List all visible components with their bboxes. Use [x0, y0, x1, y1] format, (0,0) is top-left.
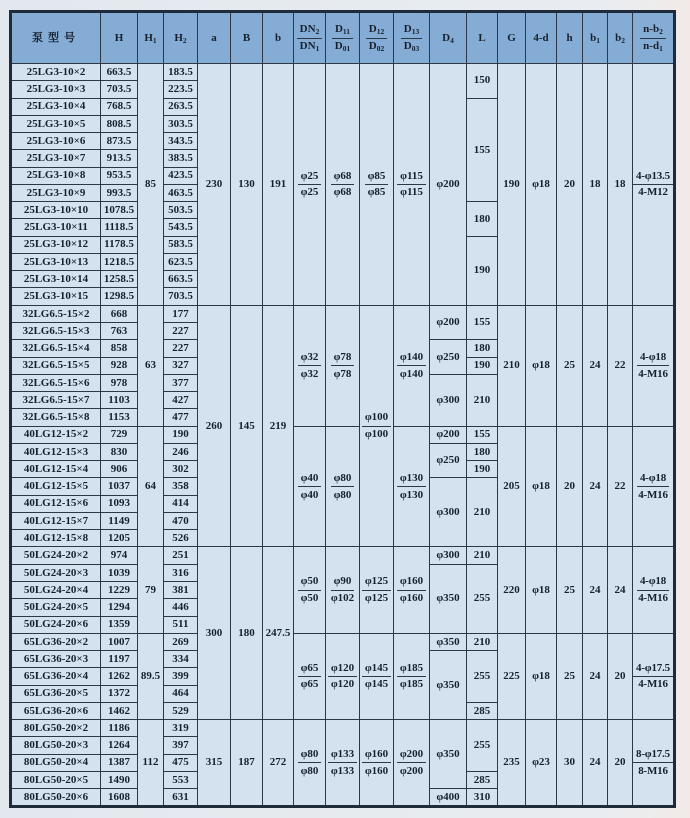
cell-model: 80LG50-20×3	[11, 737, 101, 754]
cell-H: 663.5	[101, 64, 138, 81]
cell-n: $\frac{4-\varphi 18}{4-M16}$	[633, 547, 675, 633]
cell-G: 210	[498, 305, 526, 426]
cell-model: 80LG50-20×2	[11, 720, 101, 737]
cell-D4: φ250	[430, 340, 467, 375]
cell-L: 180	[467, 340, 498, 357]
header-cell-DN: $\frac{DN_2}{DN_1}$	[294, 12, 326, 64]
cell-H: 1262	[101, 668, 138, 685]
cell-model: 32LG6.5-15×4	[11, 340, 101, 357]
header-cell-D11: $\frac{D_{11}}{D_{01}}$	[326, 12, 360, 64]
cell-H2: 183.5	[164, 64, 198, 81]
cell-H: 1294	[101, 599, 138, 616]
cell-model: 32LG6.5-15×5	[11, 357, 101, 374]
cell-B: 130	[231, 64, 263, 306]
cell-H2: 399	[164, 668, 198, 685]
cell-model: 32LG6.5-15×7	[11, 392, 101, 409]
cell-G: 205	[498, 426, 526, 547]
cell-L: 255	[467, 651, 498, 703]
cell-model: 80LG50-20×4	[11, 754, 101, 771]
header-row	[11, 12, 675, 64]
cell-model: 25LG3-10×8	[11, 167, 101, 184]
cell-D13: $\frac{\varphi 185}{\varphi 185}$	[394, 633, 430, 719]
cell-n: $\frac{4-\varphi 17.5}{4-M16}$	[633, 633, 675, 719]
cell-b: 191	[263, 64, 294, 306]
cell-D13: $\frac{\varphi 115}{\varphi 115}$	[394, 64, 430, 306]
cell-H: 703.5	[101, 81, 138, 98]
header-cell-L: L	[467, 12, 498, 64]
cell-H2: 511	[164, 616, 198, 633]
cell-H: 1608	[101, 789, 138, 807]
cell-b1: 24	[583, 720, 608, 807]
header-cell-model: 泵型号	[11, 12, 101, 64]
table-row	[11, 64, 675, 81]
cell-G: 220	[498, 547, 526, 633]
cell-H2: 553	[164, 771, 198, 788]
table-header	[11, 12, 675, 64]
cell-H2: 381	[164, 581, 198, 598]
table-row	[11, 720, 675, 737]
table-row	[11, 547, 675, 564]
cell-H2: 703.5	[164, 288, 198, 305]
cell-H1: 89.5	[138, 633, 164, 719]
cell-H2: 583.5	[164, 236, 198, 253]
cell-model: 25LG3-10×12	[11, 236, 101, 253]
cell-H1: 112	[138, 720, 164, 807]
cell-L: 155	[467, 98, 498, 202]
cell-H2: 269	[164, 633, 198, 650]
header-cell-a: a	[198, 12, 231, 64]
cell-L: 310	[467, 789, 498, 807]
cell-model: 32LG6.5-15×8	[11, 409, 101, 426]
cell-D4: φ300	[430, 547, 467, 564]
cell-L: 155	[467, 305, 498, 340]
cell-D4: φ350	[430, 651, 467, 720]
cell-H2: 470	[164, 512, 198, 529]
cell-model: 40LG12-15×2	[11, 426, 101, 443]
cell-b1: 24	[583, 305, 608, 426]
cell-H2: 397	[164, 737, 198, 754]
cell-L: 285	[467, 771, 498, 788]
cell-H2: 319	[164, 720, 198, 737]
cell-H2: 358	[164, 478, 198, 495]
cell-b: 272	[263, 720, 294, 807]
cell-D13: $\frac{\varphi 200}{\varphi 200}$	[394, 720, 430, 807]
cell-model: 65LG36-20×4	[11, 668, 101, 685]
cell-D13: $\frac{\varphi 130}{\varphi 130}$	[394, 426, 430, 547]
cell-H: 1372	[101, 685, 138, 702]
cell-model: 40LG12-15×7	[11, 512, 101, 529]
cell-b2: 20	[608, 720, 633, 807]
cell-b2: 20	[608, 633, 633, 719]
header-cell-H1: $H_1$	[138, 12, 164, 64]
cell-L: 180	[467, 202, 498, 237]
cell-model: 65LG36-20×2	[11, 633, 101, 650]
cell-H2: 414	[164, 495, 198, 512]
cell-H: 1103	[101, 392, 138, 409]
cell-H: 830	[101, 443, 138, 460]
cell-model: 65LG36-20×6	[11, 702, 101, 719]
cell-L: 180	[467, 443, 498, 460]
cell-DN: $\frac{\varphi 40}{\varphi 40}$	[294, 426, 326, 547]
cell-H2: 623.5	[164, 253, 198, 270]
cell-H2: 377	[164, 374, 198, 391]
cell-a: 300	[198, 547, 231, 720]
cell-DN: $\frac{\varphi 80}{\varphi 80}$	[294, 720, 326, 807]
cell-H: 1298.5	[101, 288, 138, 305]
cell-H: 1264	[101, 737, 138, 754]
cell-b1: 24	[583, 633, 608, 719]
cell-B: 145	[231, 305, 263, 547]
cell-H1: 79	[138, 547, 164, 633]
cell-H: 1359	[101, 616, 138, 633]
table-row	[11, 633, 675, 650]
header-cell-D13: $\frac{D_{13}}{D_{03}}$	[394, 12, 430, 64]
cell-model: 40LG12-15×4	[11, 461, 101, 478]
cell-DN: $\frac{\varphi 65}{\varphi 65}$	[294, 633, 326, 719]
cell-H: 1039	[101, 564, 138, 581]
cell-D13: $\frac{\varphi 140}{\varphi 140}$	[394, 305, 430, 426]
cell-L: 210	[467, 547, 498, 564]
cell-H1: 63	[138, 305, 164, 426]
cell-D12: $\frac{\varphi 160}{\varphi 160}$	[360, 720, 394, 807]
header-cell-H2: $H_2$	[164, 12, 198, 64]
cell-d4: φ18	[526, 547, 557, 633]
cell-H: 1118.5	[101, 219, 138, 236]
cell-D4: φ350	[430, 633, 467, 650]
cell-H2: 316	[164, 564, 198, 581]
cell-model: 50LG24-20×2	[11, 547, 101, 564]
cell-L: 210	[467, 374, 498, 426]
cell-model: 25LG3-10×6	[11, 133, 101, 150]
header-cell-G: G	[498, 12, 526, 64]
cell-b: 219	[263, 305, 294, 547]
cell-d4: φ18	[526, 426, 557, 547]
cell-model: 32LG6.5-15×3	[11, 322, 101, 339]
cell-model: 40LG12-15×5	[11, 478, 101, 495]
cell-n: $\frac{8-\varphi 17.5}{8-M16}$	[633, 720, 675, 807]
cell-H2: 543.5	[164, 219, 198, 236]
cell-H: 1178.5	[101, 236, 138, 253]
cell-H: 1149	[101, 512, 138, 529]
cell-H: 1153	[101, 409, 138, 426]
cell-a: 315	[198, 720, 231, 807]
cell-D11: $\frac{\varphi 78}{\varphi 78}$	[326, 305, 360, 426]
cell-D12: $\frac{\varphi 85}{\varphi 85}$	[360, 64, 394, 306]
cell-h: 30	[557, 720, 583, 807]
cell-model: 65LG36-20×5	[11, 685, 101, 702]
cell-G: 235	[498, 720, 526, 807]
cell-H: 1093	[101, 495, 138, 512]
pump-spec-table	[9, 10, 676, 808]
cell-D4: φ250	[430, 443, 467, 478]
cell-model: 25LG3-10×9	[11, 184, 101, 201]
cell-H: 1258.5	[101, 271, 138, 288]
cell-H: 1229	[101, 581, 138, 598]
cell-n: $\frac{4-\varphi 18}{4-M16}$	[633, 305, 675, 426]
cell-h: 25	[557, 305, 583, 426]
cell-H2: 302	[164, 461, 198, 478]
header-cell-B: B	[231, 12, 263, 64]
cell-H: 953.5	[101, 167, 138, 184]
cell-H2: 177	[164, 305, 198, 322]
cell-D4: φ300	[430, 374, 467, 426]
cell-n: $\frac{4-\varphi 18}{4-M16}$	[633, 426, 675, 547]
cell-H2: 303.5	[164, 115, 198, 132]
cell-D4: φ350	[430, 720, 467, 789]
cell-H2: 263.5	[164, 98, 198, 115]
cell-model: 25LG3-10×14	[11, 271, 101, 288]
cell-model: 40LG12-15×3	[11, 443, 101, 460]
cell-DN: $\frac{\varphi 25}{\varphi 25}$	[294, 64, 326, 306]
cell-H: 763	[101, 322, 138, 339]
table-row	[11, 305, 675, 322]
cell-a: 230	[198, 64, 231, 306]
cell-d4: φ18	[526, 633, 557, 719]
cell-model: 50LG24-20×6	[11, 616, 101, 633]
cell-H2: 446	[164, 599, 198, 616]
cell-H: 1197	[101, 651, 138, 668]
cell-h: 20	[557, 426, 583, 547]
cell-D11: $\frac{\varphi 133}{\varphi 133}$	[326, 720, 360, 807]
cell-L: 210	[467, 633, 498, 650]
cell-D4: φ200	[430, 305, 467, 340]
cell-H: 1205	[101, 530, 138, 547]
cell-H: 974	[101, 547, 138, 564]
cell-L: 210	[467, 478, 498, 547]
header-cell-h: h	[557, 12, 583, 64]
cell-model: 25LG3-10×11	[11, 219, 101, 236]
cell-d4: φ23	[526, 720, 557, 807]
cell-H1: 85	[138, 64, 164, 306]
cell-H: 808.5	[101, 115, 138, 132]
cell-H: 1078.5	[101, 202, 138, 219]
cell-b1: 18	[583, 64, 608, 306]
header-cell-H: H	[101, 12, 138, 64]
cell-H2: 427	[164, 392, 198, 409]
cell-model: 80LG50-20×5	[11, 771, 101, 788]
cell-L: 190	[467, 461, 498, 478]
cell-H2: 251	[164, 547, 198, 564]
cell-B: 187	[231, 720, 263, 807]
cell-h: 20	[557, 64, 583, 306]
cell-L: 255	[467, 564, 498, 633]
table-row	[11, 426, 675, 443]
cell-D13: $\frac{\varphi 160}{\varphi 160}$	[394, 547, 430, 633]
cell-model: 32LG6.5-15×2	[11, 305, 101, 322]
header-cell-D4: $D_4$	[430, 12, 467, 64]
header-cell-b1: $b_1$	[583, 12, 608, 64]
cell-b1: 24	[583, 426, 608, 547]
cell-L: 150	[467, 64, 498, 99]
cell-D11: $\frac{\varphi 90}{\varphi 102}$	[326, 547, 360, 633]
cell-H2: 477	[164, 409, 198, 426]
cell-L: 190	[467, 357, 498, 374]
cell-b: 247.5	[263, 547, 294, 720]
cell-n: $\frac{4-\varphi 13.5}{4-M12}$	[633, 64, 675, 306]
cell-b2: 22	[608, 426, 633, 547]
cell-D4: φ200	[430, 64, 467, 306]
cell-D12: $\frac{\varphi 125}{\varphi 125}$	[360, 547, 394, 633]
cell-D11: $\frac{\varphi 68}{\varphi 68}$	[326, 64, 360, 306]
cell-H2: 327	[164, 357, 198, 374]
cell-H: 1462	[101, 702, 138, 719]
cell-D4: φ200	[430, 426, 467, 443]
cell-G: 225	[498, 633, 526, 719]
cell-model: 25LG3-10×3	[11, 81, 101, 98]
cell-H2: 503.5	[164, 202, 198, 219]
cell-H2: 631	[164, 789, 198, 807]
cell-DN: $\frac{\varphi 32}{\varphi 32}$	[294, 305, 326, 426]
cell-H2: 383.5	[164, 150, 198, 167]
cell-model: 25LG3-10×5	[11, 115, 101, 132]
cell-model: 25LG3-10×2	[11, 64, 101, 81]
cell-model: 25LG3-10×10	[11, 202, 101, 219]
cell-model: 50LG24-20×3	[11, 564, 101, 581]
cell-H2: 190	[164, 426, 198, 443]
cell-D12: $\frac{\varphi 145}{\varphi 145}$	[360, 633, 394, 719]
cell-h: 25	[557, 633, 583, 719]
header-cell-d4: 4-d	[526, 12, 557, 64]
cell-H1: 64	[138, 426, 164, 547]
cell-model: 25LG3-10×7	[11, 150, 101, 167]
cell-D4: φ300	[430, 478, 467, 547]
cell-H: 1387	[101, 754, 138, 771]
cell-H2: 246	[164, 443, 198, 460]
cell-H2: 223.5	[164, 81, 198, 98]
cell-DN: $\frac{\varphi 50}{\varphi 50}$	[294, 547, 326, 633]
cell-D11: $\frac{\varphi 80}{\varphi 80}$	[326, 426, 360, 547]
cell-H: 768.5	[101, 98, 138, 115]
cell-d4: φ18	[526, 305, 557, 426]
cell-D4: φ400	[430, 789, 467, 807]
cell-model: 32LG6.5-15×6	[11, 374, 101, 391]
cell-b2: 18	[608, 64, 633, 306]
cell-H: 1037	[101, 478, 138, 495]
cell-H2: 529	[164, 702, 198, 719]
cell-H2: 334	[164, 651, 198, 668]
cell-H2: 464	[164, 685, 198, 702]
cell-H2: 227	[164, 322, 198, 339]
cell-H: 993.5	[101, 184, 138, 201]
cell-d4: φ18	[526, 64, 557, 306]
cell-H2: 343.5	[164, 133, 198, 150]
cell-H: 873.5	[101, 133, 138, 150]
cell-D4: φ350	[430, 564, 467, 633]
cell-H: 1186	[101, 720, 138, 737]
cell-D12: $\frac{\varphi 100}{\varphi 100}$	[360, 305, 394, 547]
cell-model: 80LG50-20×6	[11, 789, 101, 807]
cell-L: 155	[467, 426, 498, 443]
header-cell-D12: $\frac{D_{12}}{D_{02}}$	[360, 12, 394, 64]
cell-b2: 24	[608, 547, 633, 633]
cell-model: 40LG12-15×6	[11, 495, 101, 512]
cell-G: 190	[498, 64, 526, 306]
cell-a: 260	[198, 305, 231, 547]
cell-H2: 475	[164, 754, 198, 771]
cell-H: 906	[101, 461, 138, 478]
cell-model: 25LG3-10×15	[11, 288, 101, 305]
cell-H2: 526	[164, 530, 198, 547]
cell-H: 1218.5	[101, 253, 138, 270]
header-cell-b: b	[263, 12, 294, 64]
cell-H2: 227	[164, 340, 198, 357]
cell-L: 190	[467, 236, 498, 305]
cell-H2: 663.5	[164, 271, 198, 288]
cell-L: 255	[467, 720, 498, 772]
cell-H: 729	[101, 426, 138, 443]
cell-b1: 24	[583, 547, 608, 633]
cell-H: 668	[101, 305, 138, 322]
cell-L: 285	[467, 702, 498, 719]
cell-H2: 463.5	[164, 184, 198, 201]
cell-H: 913.5	[101, 150, 138, 167]
cell-model: 25LG3-10×4	[11, 98, 101, 115]
cell-model: 25LG3-10×13	[11, 253, 101, 270]
header-cell-n: $\frac{n-b_2}{n-d_1}$	[633, 12, 675, 64]
cell-H2: 423.5	[164, 167, 198, 184]
cell-D11: $\frac{\varphi 120}{\varphi 120}$	[326, 633, 360, 719]
header-cell-b2: $b_2$	[608, 12, 633, 64]
cell-H: 858	[101, 340, 138, 357]
cell-H: 1490	[101, 771, 138, 788]
table-body	[11, 64, 675, 807]
cell-H: 928	[101, 357, 138, 374]
cell-model: 50LG24-20×5	[11, 599, 101, 616]
cell-H: 1007	[101, 633, 138, 650]
cell-b2: 22	[608, 305, 633, 426]
cell-B: 180	[231, 547, 263, 720]
cell-model: 65LG36-20×3	[11, 651, 101, 668]
cell-model: 40LG12-15×8	[11, 530, 101, 547]
cell-model: 50LG24-20×4	[11, 581, 101, 598]
cell-H: 978	[101, 374, 138, 391]
cell-h: 25	[557, 547, 583, 633]
